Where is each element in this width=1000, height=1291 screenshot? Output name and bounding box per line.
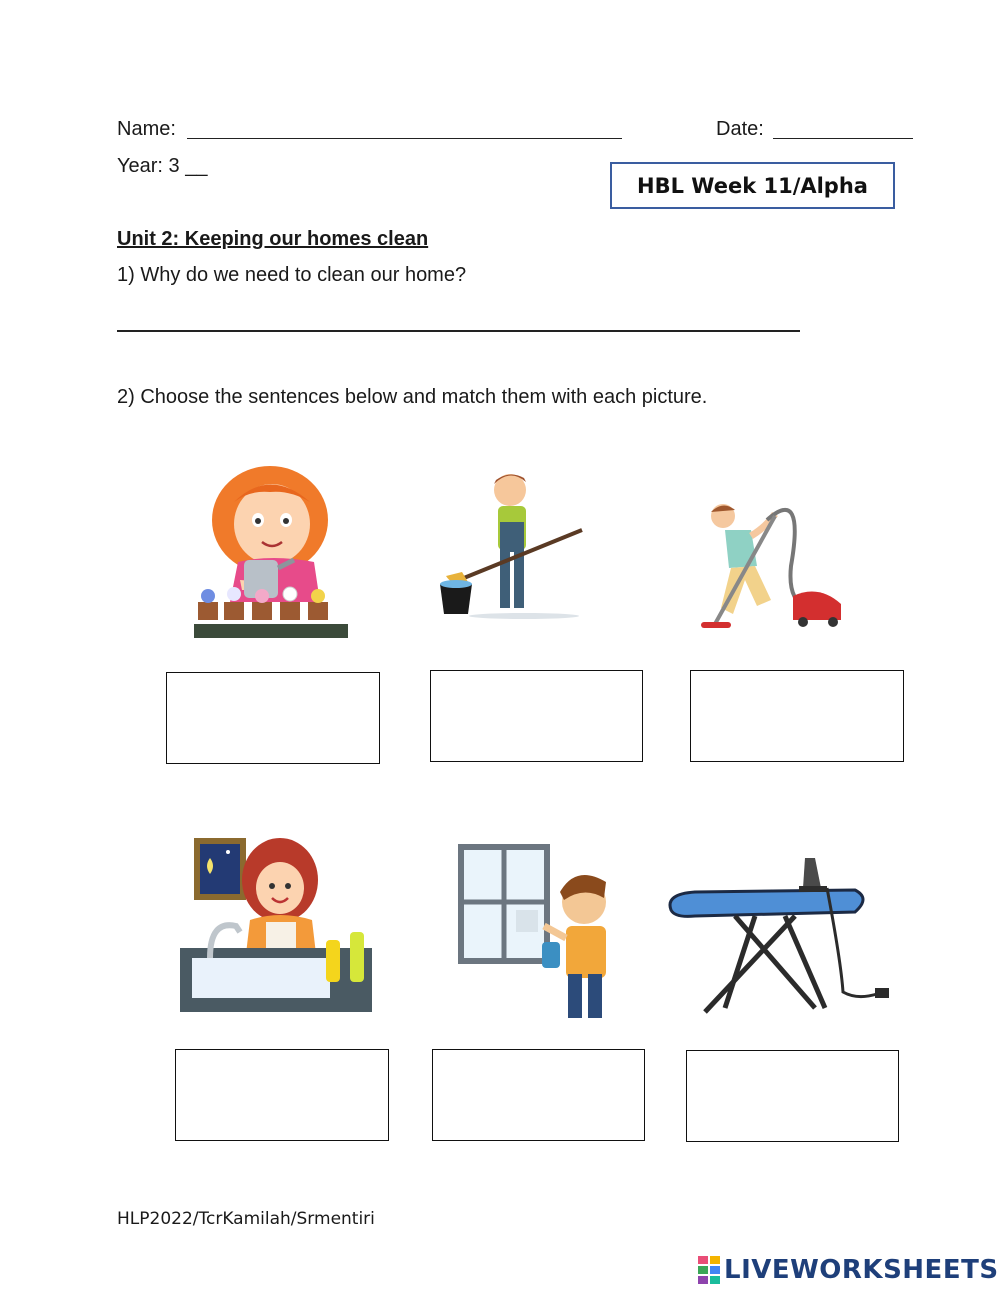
footer-credit: HLP2022/TcrKamilah/Srmentiri bbox=[117, 1209, 375, 1229]
boy-cleaning-window-icon bbox=[456, 842, 626, 1020]
question-1: 1) Why do we need to clean our home? bbox=[117, 264, 467, 286]
boy-mopping-floor-icon bbox=[432, 468, 592, 620]
answer-box-2[interactable] bbox=[430, 670, 643, 762]
brand-logo-text[interactable] bbox=[698, 1255, 999, 1285]
week-badge: HBL Week 11/Alpha bbox=[610, 162, 895, 209]
girl-washing-dishes-icon bbox=[180, 836, 372, 1012]
name-label: Name: bbox=[117, 118, 176, 140]
girl-watering-flowers-icon bbox=[190, 462, 350, 647]
boy-vacuuming-icon bbox=[695, 496, 847, 636]
brand-name: LIVEWORKSHEETS bbox=[724, 1255, 999, 1285]
answer-box-1[interactable] bbox=[166, 672, 380, 764]
question-1-answer-line[interactable] bbox=[117, 330, 800, 332]
answer-box-5[interactable] bbox=[432, 1049, 645, 1141]
date-label: Date: bbox=[716, 118, 764, 140]
unit-title: Unit 2: Keeping our homes clean bbox=[117, 228, 429, 250]
question-2: 2) Choose the sentences below and match them with each picture. bbox=[117, 386, 708, 408]
date-answer-line[interactable] bbox=[773, 138, 913, 139]
answer-box-6[interactable] bbox=[686, 1050, 899, 1142]
answer-box-4[interactable] bbox=[175, 1049, 389, 1141]
year-label: Year: 3 __ bbox=[117, 155, 208, 177]
answer-box-3[interactable] bbox=[690, 670, 904, 762]
name-answer-line[interactable] bbox=[187, 138, 622, 139]
liveworksheets-logo-icon bbox=[698, 1256, 720, 1284]
ironing-board-icon bbox=[665, 852, 895, 1016]
